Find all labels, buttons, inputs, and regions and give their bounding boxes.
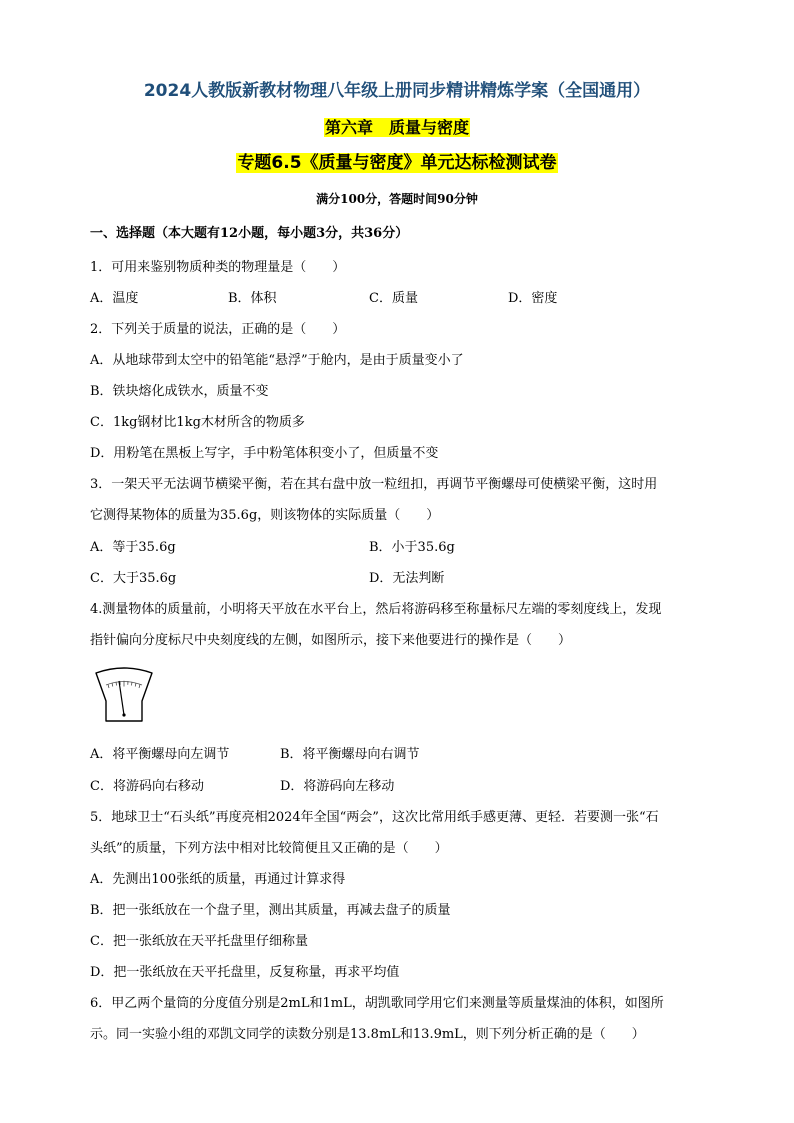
question-3-stem-line2: 它测得某物体的质量为35.6g，则该物体的实际质量（ ） — [90, 508, 440, 523]
q3-option-c: C．大于35.6g — [90, 571, 177, 586]
question-5-stem-line1: 5．地球卫士“石头纸”再度亮相2024年全国“两会”，这次比常用纸手感更薄、更轻．若要测一张“石 — [90, 810, 659, 825]
question-6-stem-line2: 示。同一实验小组的邓凯文同学的读数分别是13.8mL和13.9mL，则下列分析正确的是（ ） — [90, 1027, 645, 1042]
q3-option-d: D．无法判断 — [369, 571, 445, 586]
question-3-stem-line1: 3．一架天平无法调节横梁平衡，若在其右盘中放一粒纽扣，再调节平衡螺母可使横梁平衡，这时用 — [90, 477, 658, 492]
q1-option-d: D．密度 — [508, 291, 558, 306]
question-5-stem-line2: 头纸”的质量，下列方法中相对比较简便且又正确的是（ ） — [90, 841, 448, 856]
question-6-stem-line1: 6．甲乙两个量筒的分度值分别是2mL和1mL，胡凯歌同学用它们来测量等质量煤油的体积，如图所 — [90, 996, 664, 1011]
q4-option-d: D．将游码向左移动 — [280, 779, 395, 794]
exam-info: 满分100分，答题时间90分钟 — [316, 192, 478, 206]
q5-option-d: D．把一张纸放在天平托盘里，反复称量，再求平均值 — [90, 965, 400, 980]
q2-option-c: C．1kg钢材比1kg木材所含的物质多 — [90, 415, 305, 430]
topic-heading: 专题6.5《质量与密度》单元达标检测试卷 — [237, 153, 557, 173]
balance-pointer-figure — [92, 665, 156, 723]
section-heading: 一、选择题（本大题有12小题，每小题3分，共36分） — [90, 226, 409, 241]
q4-option-a: A．将平衡螺母向左调节 — [90, 747, 230, 762]
q1-option-a: A．温度 — [90, 291, 139, 306]
question-1-stem: 1．可用来鉴别物质种类的物理量是（ ） — [90, 260, 346, 275]
q5-option-b: B．把一张纸放在一个盘子里，测出其质量，再减去盘子的质量 — [90, 903, 451, 918]
q2-option-b: B．铁块熔化成铁水，质量不变 — [90, 384, 269, 399]
question-4-stem-line2: 指针偏向分度标尺中央刻度线的左侧，如图所示，接下来他要进行的操作是（ ） — [90, 633, 572, 648]
question-2-stem: 2．下列关于质量的说法，正确的是（ ） — [90, 322, 346, 337]
q1-option-b: B．体积 — [228, 291, 277, 306]
chapter-heading: 第六章 质量与密度 — [324, 118, 469, 137]
q2-option-a: A．从地球带到太空中的铅笔能“悬浮”于舱内，是由于质量变小了 — [90, 353, 464, 368]
q5-option-c: C．把一张纸放在天平托盘里仔细称量 — [90, 934, 308, 949]
q3-option-b: B．小于35.6g — [369, 540, 455, 555]
q2-option-d: D．用粉笔在黑板上写字，手中粉笔体积变小了，但质量不变 — [90, 446, 439, 461]
q1-option-c: C．质量 — [369, 291, 418, 306]
q4-option-c: C．将游码向右移动 — [90, 779, 204, 794]
q4-option-b: B．将平衡螺母向右调节 — [280, 747, 420, 762]
q3-option-a: A．等于35.6g — [90, 540, 176, 555]
question-4-stem-line1: 4.测量物体的质量前，小明将天平放在水平台上，然后将游码移至称量标尺左端的零刻度线上，发现 — [90, 602, 662, 617]
q5-option-a: A．先测出100张纸的质量，再通过计算求得 — [90, 872, 346, 887]
document-title: 2024人教版新教材物理八年级上册同步精讲精炼学案（全国通用） — [143, 81, 651, 101]
